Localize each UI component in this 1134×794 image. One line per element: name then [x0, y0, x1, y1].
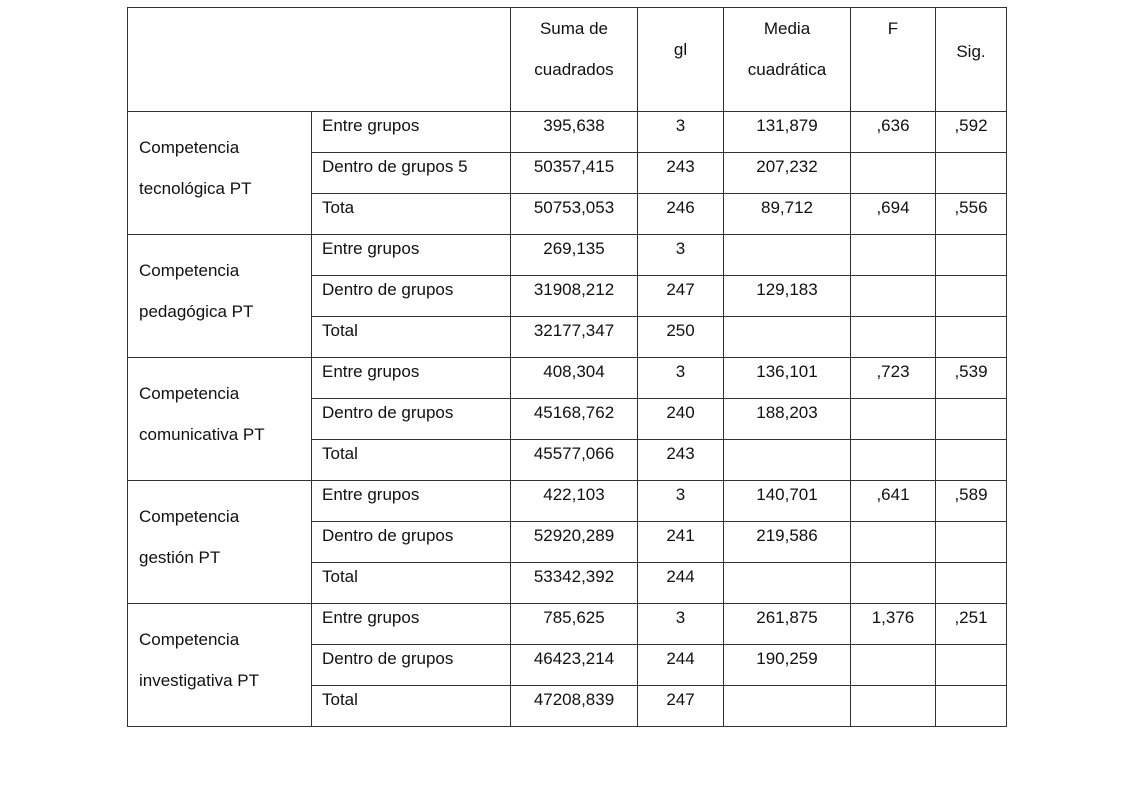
cell-suma: 785,625 — [511, 604, 638, 645]
table-row — [128, 235, 1007, 276]
cell-media — [724, 440, 851, 481]
cell-media: 261,875 — [724, 604, 851, 645]
group-label-line: Competencia — [139, 507, 240, 526]
cell-source: Dentro de grupos — [312, 522, 511, 563]
group-label-line: Competencia — [139, 630, 240, 649]
cell-source: Entre grupos — [312, 604, 511, 645]
group-label — [128, 604, 312, 727]
cell-gl: 243 — [638, 440, 724, 481]
cell-sig: ,556 — [936, 194, 1007, 235]
cell-media: 188,203 — [724, 399, 851, 440]
cell-gl: 3 — [638, 235, 724, 276]
cell-f: ,641 — [851, 481, 936, 522]
header-media-line1: Media — [763, 19, 811, 38]
cell-suma: 50357,415 — [511, 153, 638, 194]
group-label-line: tecnológica PT — [139, 179, 252, 198]
cell-suma: 47208,839 — [511, 686, 638, 727]
cell-suma: 53342,392 — [511, 563, 638, 604]
group-label — [128, 112, 312, 235]
header-row — [128, 8, 1007, 112]
group-label-line: Competencia — [139, 138, 240, 157]
cell-f: ,723 — [851, 358, 936, 399]
cell-source: Total — [312, 440, 511, 481]
cell-gl: 247 — [638, 276, 724, 317]
cell-media: 131,879 — [724, 112, 851, 153]
cell-sig — [936, 440, 1007, 481]
cell-media: 219,586 — [724, 522, 851, 563]
cell-sig — [936, 645, 1007, 686]
cell-gl: 243 — [638, 153, 724, 194]
cell-suma: 408,304 — [511, 358, 638, 399]
cell-f — [851, 153, 936, 194]
cell-sig — [936, 522, 1007, 563]
cell-media — [724, 686, 851, 727]
table-row — [128, 358, 1007, 399]
cell-media: 129,183 — [724, 276, 851, 317]
cell-suma: 45577,066 — [511, 440, 638, 481]
cell-gl: 3 — [638, 604, 724, 645]
cell-gl: 246 — [638, 194, 724, 235]
group-label-line: investigativa PT — [139, 671, 259, 690]
cell-suma: 52920,289 — [511, 522, 638, 563]
cell-f: 1,376 — [851, 604, 936, 645]
cell-suma: 422,103 — [511, 481, 638, 522]
cell-suma: 32177,347 — [511, 317, 638, 358]
cell-suma: 269,135 — [511, 235, 638, 276]
cell-gl: 247 — [638, 686, 724, 727]
cell-media: 89,712 — [724, 194, 851, 235]
cell-sig — [936, 153, 1007, 194]
cell-f — [851, 440, 936, 481]
cell-media: 190,259 — [724, 645, 851, 686]
cell-gl: 3 — [638, 112, 724, 153]
header-media-cuadratica — [724, 8, 851, 112]
cell-gl: 244 — [638, 645, 724, 686]
header-gl: gl — [638, 8, 724, 112]
header-suma-de-cuadrados — [511, 8, 638, 112]
cell-suma: 395,638 — [511, 112, 638, 153]
cell-f — [851, 399, 936, 440]
group-label — [128, 481, 312, 604]
cell-source: Dentro de grupos — [312, 276, 511, 317]
cell-sig: ,589 — [936, 481, 1007, 522]
cell-source: Entre grupos — [312, 112, 511, 153]
cell-sig — [936, 235, 1007, 276]
header-media-line2: cuadrática — [747, 60, 827, 79]
header-blank — [128, 8, 511, 112]
cell-gl: 244 — [638, 563, 724, 604]
anova-table — [127, 7, 1007, 727]
cell-source: Dentro de grupos 5 — [312, 153, 511, 194]
cell-sig — [936, 563, 1007, 604]
cell-f: ,636 — [851, 112, 936, 153]
cell-media: 136,101 — [724, 358, 851, 399]
cell-f — [851, 645, 936, 686]
cell-sig: ,251 — [936, 604, 1007, 645]
cell-f — [851, 522, 936, 563]
cell-source: Total — [312, 686, 511, 727]
cell-source: Entre grupos — [312, 235, 511, 276]
cell-suma: 31908,212 — [511, 276, 638, 317]
group-label-line: Competencia — [139, 384, 240, 403]
cell-sig: ,592 — [936, 112, 1007, 153]
cell-suma: 45168,762 — [511, 399, 638, 440]
cell-sig — [936, 317, 1007, 358]
cell-gl: 240 — [638, 399, 724, 440]
cell-f — [851, 686, 936, 727]
cell-suma: 46423,214 — [511, 645, 638, 686]
cell-f — [851, 317, 936, 358]
group-label-line: gestión PT — [139, 548, 221, 567]
cell-media — [724, 563, 851, 604]
cell-source: Total — [312, 563, 511, 604]
cell-source: Dentro de grupos — [312, 399, 511, 440]
header-suma-line2: cuadrados — [534, 60, 614, 79]
cell-source: Entre grupos — [312, 481, 511, 522]
group-label-line: pedagógica PT — [139, 302, 254, 321]
cell-f — [851, 235, 936, 276]
cell-f: ,694 — [851, 194, 936, 235]
cell-sig — [936, 276, 1007, 317]
group-label — [128, 358, 312, 481]
header-sig: Sig. — [936, 8, 1007, 112]
cell-sig: ,539 — [936, 358, 1007, 399]
cell-gl: 3 — [638, 358, 724, 399]
table-row — [128, 604, 1007, 645]
cell-f — [851, 276, 936, 317]
group-label-line: Competencia — [139, 261, 240, 280]
table-row — [128, 481, 1007, 522]
cell-source: Total — [312, 317, 511, 358]
group-label — [128, 235, 312, 358]
header-suma-line1: Suma de — [539, 19, 609, 38]
cell-sig — [936, 686, 1007, 727]
cell-source: Dentro de grupos — [312, 645, 511, 686]
cell-sig — [936, 399, 1007, 440]
cell-source: Tota — [312, 194, 511, 235]
cell-gl: 3 — [638, 481, 724, 522]
cell-f — [851, 563, 936, 604]
cell-suma: 50753,053 — [511, 194, 638, 235]
cell-media: 207,232 — [724, 153, 851, 194]
cell-gl: 250 — [638, 317, 724, 358]
cell-source: Entre grupos — [312, 358, 511, 399]
cell-gl: 241 — [638, 522, 724, 563]
cell-media — [724, 235, 851, 276]
table-row — [128, 112, 1007, 153]
table-body — [128, 112, 1007, 727]
header-f: F — [851, 8, 936, 112]
cell-media — [724, 317, 851, 358]
group-label-line: comunicativa PT — [139, 425, 265, 444]
cell-media: 140,701 — [724, 481, 851, 522]
